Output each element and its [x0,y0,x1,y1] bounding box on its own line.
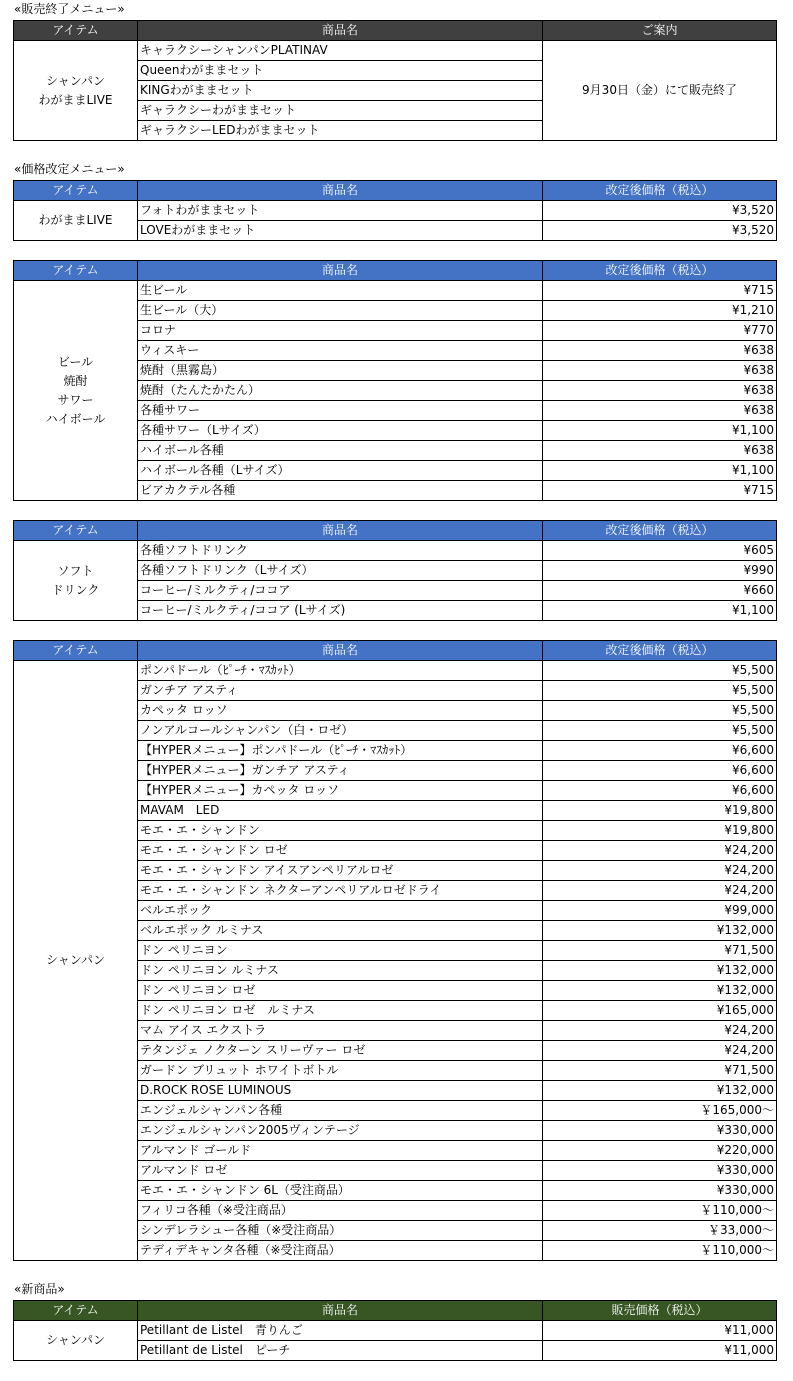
product-price: ¥11,000 [543,1341,777,1361]
product-price: ￥33,000～ [543,1221,777,1241]
product-price: ¥715 [543,481,777,501]
header-revised-price: 改定後価格（税込） [543,641,777,661]
table-row [14,1321,777,1341]
product-name: テタンジェ ノクターン スリーヴァー ロゼ [138,1041,543,1061]
product-price: ¥330,000 [543,1161,777,1181]
product-name: マム アイス エクストラ [138,1021,543,1041]
product-price: ¥1,210 [543,301,777,321]
product-price: ¥11,000 [543,1321,777,1341]
table-header-row [14,1301,777,1321]
product-price: ￥110,000～ [543,1241,777,1261]
product-name: ウィスキー [138,341,543,361]
product-price: ¥3,520 [543,201,777,221]
category-cell [14,1321,138,1361]
category-line: ビール [57,354,94,369]
header-sale-price: 販売価格（税込） [543,1301,777,1321]
product-price: ¥330,000 [543,1181,777,1201]
product-price: ¥220,000 [543,1141,777,1161]
category-cell [14,281,138,501]
product-name: ハイボール各種（Lサイズ） [138,461,543,481]
product-price: ¥19,800 [543,801,777,821]
product-name: LOVEわがままセット [138,221,543,241]
product-name: ビアカクテル各種 [138,481,543,501]
product-price: ¥3,520 [543,221,777,241]
product-price: ¥638 [543,401,777,421]
product-name: 各種サワー [138,401,543,421]
product-name: 各種ソフトドリンク [138,541,543,561]
product-name: ギャラクシーLEDわがままセット [138,121,543,141]
product-name: ギャラクシーわがままセット [138,101,543,121]
category-line: ドリンク [51,582,100,597]
product-price: ¥638 [543,341,777,361]
section-label-new-products: «新商品» [14,1282,65,1296]
product-name: テディデキャンタ各種（※受注商品） [138,1241,543,1261]
product-price: ¥6,600 [543,761,777,781]
header-item: アイテム [14,1301,138,1321]
product-price: ¥990 [543,561,777,581]
product-price: ¥132,000 [543,921,777,941]
product-name: フィリコ各種（※受注商品） [138,1201,543,1221]
product-name: 【HYPERメニュー】ポンパドール（ﾋﾟｰﾁ・ﾏｽｶｯﾄ） [138,741,543,761]
product-name: アルマンド ゴールド [138,1141,543,1161]
category-line: わがままLIVE [38,213,113,227]
product-price: ¥1,100 [543,421,777,441]
category-cell [14,41,138,141]
category-cell [14,661,138,1261]
section-label-price-revision: «価格改定メニュー» [14,162,125,176]
product-name: フォトわがままセット [138,201,543,221]
product-price: ¥5,500 [543,721,777,741]
category-cell [14,201,138,241]
header-product-name: 商品名 [138,521,543,541]
header-revised-price: 改定後価格（税込） [543,521,777,541]
table-row [14,41,777,61]
product-name: モエ・エ・シャンドン 6L（受注商品） [138,1181,543,1201]
product-name: ドン ペリニヨン ルミナス [138,961,543,981]
product-name: エンジェルシャンパン各種 [138,1101,543,1121]
category-line: サワー [57,392,94,407]
table-row [14,201,777,221]
product-price: ¥770 [543,321,777,341]
product-name: ドン ペリニヨン ロゼ [138,981,543,1001]
product-price: ¥6,600 [543,781,777,801]
product-price: ¥6,600 [543,741,777,761]
header-product-name: 商品名 [138,641,543,661]
product-price: ¥24,200 [543,861,777,881]
product-price: ¥5,500 [543,701,777,721]
product-price: ¥71,500 [543,1061,777,1081]
product-name: ベルエポック ルミナス [138,921,543,941]
product-name: ベルエポック [138,901,543,921]
product-price: ¥605 [543,541,777,561]
product-price: ¥638 [543,361,777,381]
table-header-row [14,641,777,661]
price-table-beer [13,260,777,501]
header-product-name: 商品名 [138,261,543,281]
product-name: ノンアルコールシャンパン（白・ロゼ） [138,721,543,741]
product-name: Queenわがままセット [138,61,543,81]
header-notice: ご案内 [543,21,777,41]
product-name: 生ビール（大） [138,301,543,321]
product-name: 各種ソフトドリンク（Lサイズ） [138,561,543,581]
product-price: ¥638 [543,381,777,401]
price-table-champagne [13,640,777,1261]
product-name: 各種サワー（Lサイズ） [138,421,543,441]
category-line: シャンパン [46,73,105,88]
category-line: ソフト [57,563,94,578]
product-price: ¥132,000 [543,1081,777,1101]
product-price: ¥132,000 [543,961,777,981]
product-name: KINGわがままセット [138,81,543,101]
table-row [14,661,777,681]
product-name: 焼酎（黒霧島） [138,361,543,381]
product-price: ¥1,100 [543,601,777,621]
header-item: アイテム [14,521,138,541]
category-line: わがままLIVE [38,92,113,107]
product-name: モエ・エ・シャンドン [138,821,543,841]
product-price: ￥165,000～ [543,1101,777,1121]
header-item: アイテム [14,641,138,661]
header-item: アイテム [14,21,138,41]
product-price: ¥99,000 [543,901,777,921]
header-product-name: 商品名 [138,21,543,41]
product-name: ドン ペリニヨン ロゼ ルミナス [138,1001,543,1021]
category-line: ハイボール [45,411,106,426]
product-name: D.ROCK ROSE LUMINOUS [138,1081,543,1101]
category-cell [14,541,138,621]
category-line: 焼酎 [63,373,88,388]
product-name: エンジェルシャンパン2005ヴィンテージ [138,1121,543,1141]
product-name: コーヒー/ミルクティ/ココア [138,581,543,601]
product-price: ¥71,500 [543,941,777,961]
table-header-row [14,21,777,41]
product-price: ￥110,000～ [543,1201,777,1221]
header-item: アイテム [14,261,138,281]
category-line: シャンパン [46,953,105,967]
section-label-discontinued: «販売終了メニュー» [14,2,125,16]
header-product-name: 商品名 [138,181,543,201]
new-products-table [13,1300,777,1361]
product-name: 【HYPERメニュー】ガンチア アスティ [138,761,543,781]
product-name: ハイボール各種 [138,441,543,461]
product-name: 【HYPERメニュー】カペッタ ロッソ [138,781,543,801]
product-name: シンデレラシュー各種（※受注商品） [138,1221,543,1241]
table-row [14,541,777,561]
product-name: モエ・エ・シャンドン アイスアンペリアルロゼ [138,861,543,881]
product-price: ¥330,000 [543,1121,777,1141]
product-name: キャラクシーシャンパンPLATINAV [138,41,543,61]
product-price: ¥5,500 [543,681,777,701]
category-line: シャンパン [46,1333,105,1347]
product-name: カペッタ ロッソ [138,701,543,721]
product-price: ¥660 [543,581,777,601]
product-name: Petillant de Listel 青りんご [138,1321,543,1341]
table-row [14,281,777,301]
product-price: ¥24,200 [543,841,777,861]
product-name: ガンチア アスティ [138,681,543,701]
product-price: ¥24,200 [543,1041,777,1061]
product-price: ¥19,800 [543,821,777,841]
notice-cell: 9月30日（金）にて販売終了 [543,41,777,141]
product-name: ポンパドール（ﾋﾟｰﾁ・ﾏｽｶｯﾄ） [138,661,543,681]
product-name: ドン ペリニヨン [138,941,543,961]
product-name: モエ・エ・シャンドン ネクターアンペリアルロゼドライ [138,881,543,901]
table-header-row [14,181,777,201]
product-price: ¥165,000 [543,1001,777,1021]
product-name: 焼酎（たんたかたん） [138,381,543,401]
header-product-name: 商品名 [138,1301,543,1321]
table-header-row [14,521,777,541]
product-name: MAVAM LED [138,801,543,821]
product-price: ¥132,000 [543,981,777,1001]
product-price: ¥1,100 [543,461,777,481]
discontinued-table [13,20,777,141]
product-name: ガードン ブリュット ホワイトボトル [138,1061,543,1081]
product-price: ¥715 [543,281,777,301]
product-name: コロナ [138,321,543,341]
product-name: モエ・エ・シャンドン ロゼ [138,841,543,861]
product-name: 生ビール [138,281,543,301]
product-price: ¥24,200 [543,881,777,901]
header-revised-price: 改定後価格（税込） [543,261,777,281]
product-name: アルマンド ロゼ [138,1161,543,1181]
price-table-wagamama [13,180,777,241]
product-price: ¥5,500 [543,661,777,681]
product-name: Petillant de Listel ピーチ [138,1341,543,1361]
product-name: コーヒー/ミルクティ/ココア (Lサイズ) [138,601,543,621]
product-price: ¥24,200 [543,1021,777,1041]
price-table-soft-drink [13,520,777,621]
product-price: ¥638 [543,441,777,461]
table-header-row [14,261,777,281]
header-revised-price: 改定後価格（税込） [543,181,777,201]
header-item: アイテム [14,181,138,201]
